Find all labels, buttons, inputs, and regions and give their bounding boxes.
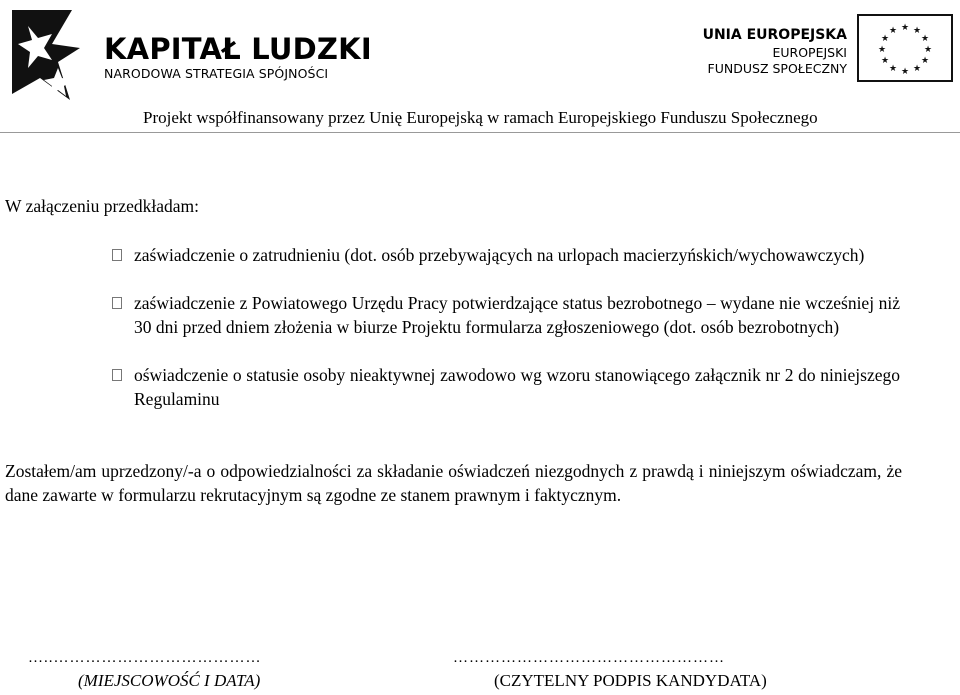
attachment-item bbox=[112, 291, 900, 363]
header-divider bbox=[0, 132, 960, 133]
cofinancing-caption: Projekt współfinansowany przez Unię Europejską w ramach Europejskiego Funduszu Społecznego bbox=[143, 108, 818, 127]
attachment-item-text: zaświadczenie z Powiatowego Urzędu Pracy potwierdzające status bezrobotnego – wydane nie wcześniej niż 30 dni przed dniem złożenia w biurze Projektu formularza zgłoszeniowego (dot. osób bezrobotnych) bbox=[134, 293, 900, 337]
eu-fund-line1: EUROPEJSKI bbox=[772, 45, 847, 60]
eu-name: UNIA EUROPEJSKA bbox=[702, 27, 847, 43]
attachment-item bbox=[112, 363, 900, 411]
svg-text:★: ★ bbox=[888, 64, 898, 74]
liability-statement: Zostałem/am uprzedzony/-a o odpowiedzialności za składanie oświadczeń niezgodnych z prawdą i niniejszym oświadczam, że dane zawarte w formularzu rekrutacyjnym są zgodne ze stanem prawnym i faktycznym. bbox=[5, 461, 902, 505]
program-title: KAPITAŁ LUDZKI bbox=[104, 32, 372, 66]
attachment-item bbox=[112, 243, 900, 291]
attachment-item-text: oświadczenie o statusie osoby nieaktywnej zawodowo wg wzoru stanowiącego załącznik nr 2 do niniejszego Regulaminu bbox=[134, 365, 900, 409]
program-subtitle: NARODOWA STRATEGIA SPÓJNOŚCI bbox=[104, 66, 329, 81]
svg-text:★: ★ bbox=[877, 45, 887, 55]
svg-text:★: ★ bbox=[880, 34, 890, 44]
checkbox-icon[interactable] bbox=[112, 249, 122, 261]
svg-text:★: ★ bbox=[920, 56, 930, 66]
svg-text:★: ★ bbox=[912, 26, 922, 36]
eu-flag-icon bbox=[857, 14, 953, 82]
eu-fund-line2: FUNDUSZ SPOŁECZNY bbox=[707, 61, 847, 76]
svg-text:★: ★ bbox=[888, 26, 898, 36]
svg-text:★: ★ bbox=[880, 56, 890, 66]
place-date-line: …..………………………………… bbox=[28, 650, 262, 666]
svg-text:★: ★ bbox=[900, 67, 910, 77]
svg-text:★: ★ bbox=[900, 23, 910, 33]
svg-text:★: ★ bbox=[920, 34, 930, 44]
document-header bbox=[0, 0, 960, 136]
svg-text:★: ★ bbox=[912, 64, 922, 74]
signature-line: …………………………………………… bbox=[453, 650, 725, 666]
kapital-ludzki-logo-icon bbox=[6, 4, 86, 104]
svg-text:★: ★ bbox=[923, 45, 933, 55]
checkbox-icon[interactable] bbox=[112, 297, 122, 309]
checkbox-icon[interactable] bbox=[112, 369, 122, 381]
place-date-label: (MIEJSCOWOŚĆ I DATA) bbox=[78, 671, 261, 690]
signature-label: (CZYTELNY PODPIS KANDYDATA) bbox=[494, 671, 767, 690]
attachments-intro: W załączeniu przedkładam: bbox=[5, 196, 200, 216]
attachment-item-text: zaświadczenie o zatrudnieniu (dot. osób przebywających na urlopach macierzyńskich/wychowawczych) bbox=[134, 245, 865, 265]
